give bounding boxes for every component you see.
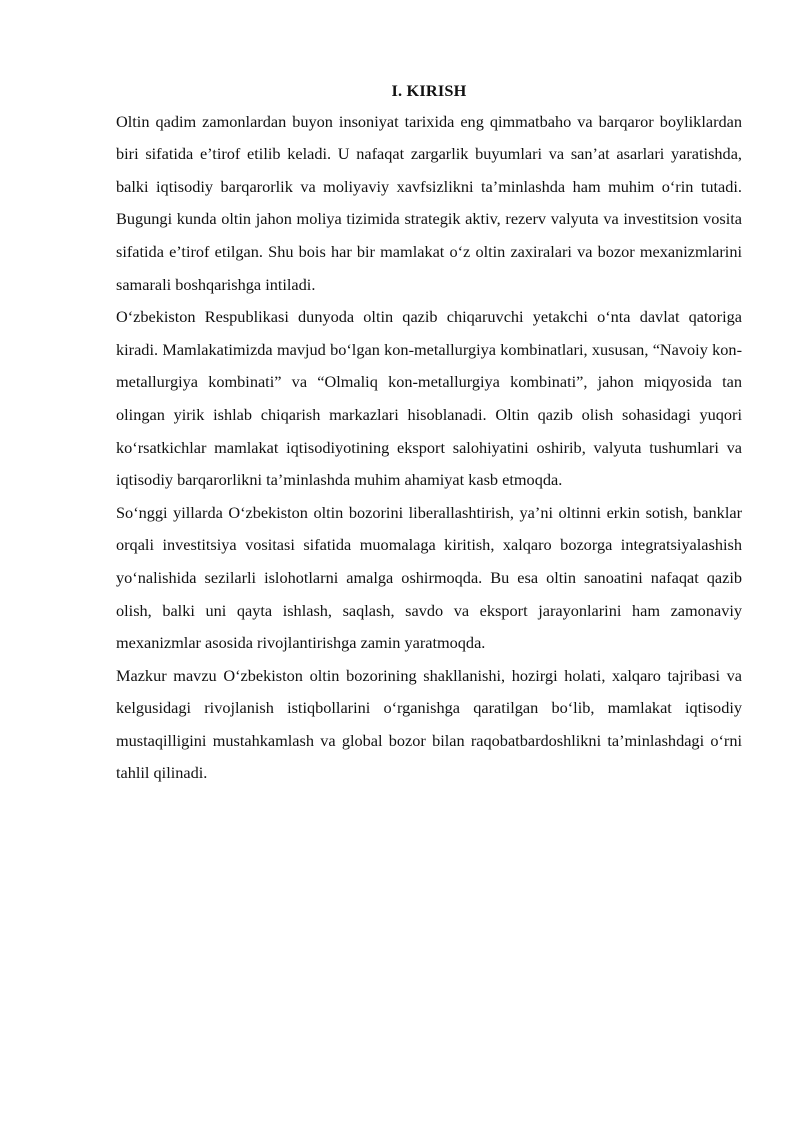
paragraph-2: O‘zbekiston Respublikasi dunyoda oltin qazib chiqaruvchi yetakchi o‘nta davlat qatoriga kiradi. Mamlakatimizda mavjud bo‘lgan kon-metallurgiya kombinatlari, xususan, “Navoiy kon-metallurgiya kombinati” va “Olmaliq kon-metallurgiya kombinati”, jahon miqyosida tan olingan yirik ishlab chiqarish markazlari hisoblanadi. Oltin qazib olish sohasidagi yuqori ko‘rsatkichlar mamlakat iqtisodiyotining eksport salohiyatini oshirib, valyuta tushumlari va iqtisodiy barqarorlikni ta’minlashda muhim ahamiyat kasb etmoqda. (116, 307, 742, 490)
paragraph-1: Oltin qadim zamonlardan buyon insoniyat tarixida eng qimmatbaho va barqaror boyliklardan biri sifatida e’tirof etilib keladi. U nafaqat zargarlik buyumlari va san’at asarlari yaratishda, balki iqtisodiy barqarorlik va moliyaviy xavfsizlikni ta’minlashda ham muhim o‘rin tutadi. Bugungi kunda oltin jahon moliya tizimida strategik aktiv, rezerv valyuta va investitsion vosita sifatida e’tirof etilgan. Shu bois har bir mamlakat o‘z oltin zaxiralari va bozor mexanizmlarini samarali boshqarishga intiladi. (116, 111, 742, 294)
paragraph-3: So‘nggi yillarda O‘zbekiston oltin bozorini liberallashtirish, ya’ni oltinni erkin sotish, banklar orqali investitsiya vositasi sifatida muomalaga kiritish, xalqaro bozorga integratsiyalashish yo‘nalishida sezilarli islohotlarni amalga oshirmoqda. Bu esa oltin sanoatini nafaqat qazib olish, balki uni qayta ishlash, saqlash, savdo va eksport jarayonlarini ham zamonaviy mexanizmlar asosida rivojlantirishga zamin yaratmoqda. (116, 502, 742, 653)
document-page (116, 75, 742, 790)
paragraph-4: Mazkur mavzu O‘zbekiston oltin bozorining shakllanishi, hozirgi holati, xalqaro tajribasi va kelgusidagi rivojlanish istiqbollarini o‘rganishga qaratilgan bo‘lib, mamlakat iqtisodiy mustaqilligini mustahkamlash va global bozor bilan raqobatbardoshlikni ta’minlashdagi o‘rni tahlil qilinadi. (116, 665, 742, 783)
section-heading: I. KIRISH (391, 81, 467, 100)
